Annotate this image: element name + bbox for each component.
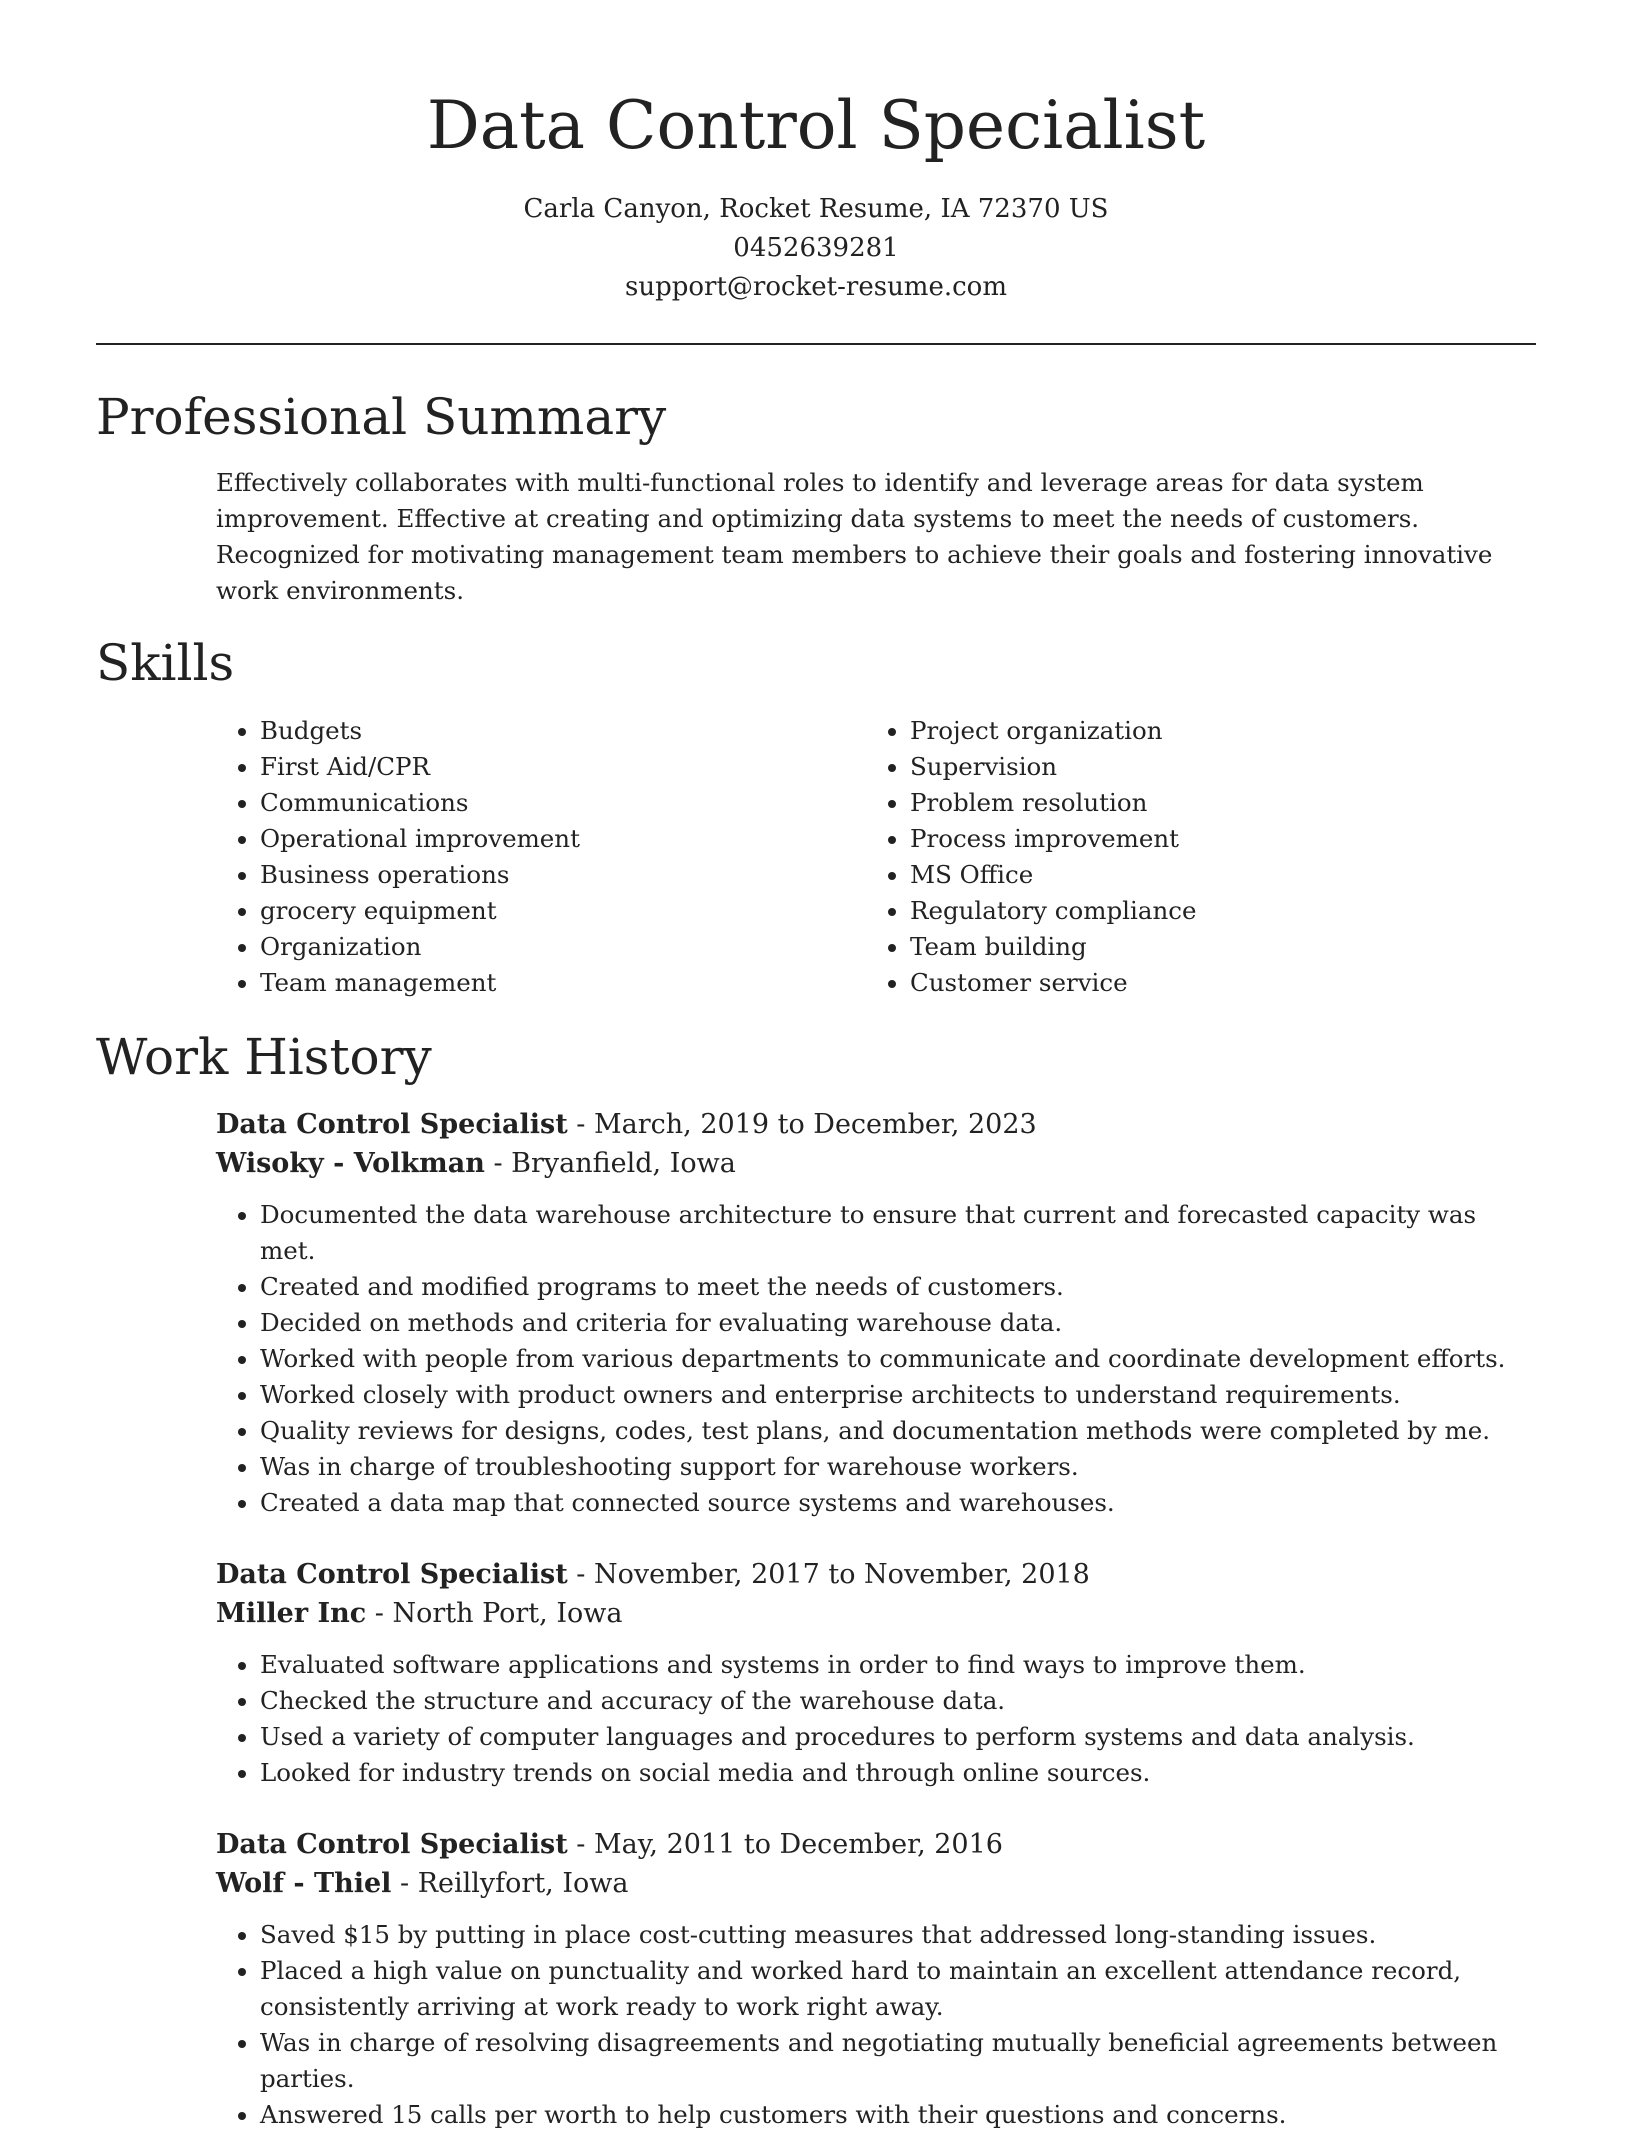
job-entry [216, 1825, 1536, 1903]
job-bullets [216, 1917, 1536, 2133]
job-bullet: • Looked for industry trends on social media and through online sources. [260, 1755, 1536, 1791]
job-bullet: • Worked closely with product owners and enterprise architects to understand requirements. [260, 1377, 1536, 1413]
job-bullet: • Was in charge of troubleshooting support for warehouse workers. [260, 1449, 1536, 1485]
job-dates: - March, 2019 to December, 2023 [567, 1109, 1037, 1140]
address: Carla Canyon, Rocket Resume, IA 72370 US [523, 194, 1109, 224]
job-bullets [216, 1647, 1536, 1791]
job-company: Wolf - Thiel [216, 1868, 392, 1899]
job-company: Miller Inc [216, 1598, 367, 1629]
skill-item: • Business operations [260, 857, 866, 893]
job-title-line [216, 1825, 1536, 1864]
job-location: - Reillyfort, Iowa [391, 1868, 629, 1899]
job-location: - North Port, Iowa [366, 1598, 623, 1629]
email: support@rocket-resume.com [624, 272, 1007, 302]
skill-item: • Operational improvement [260, 821, 866, 857]
skills-list-left [216, 713, 866, 1001]
job-title: Data Control Specialist [216, 1109, 568, 1140]
header-divider [96, 343, 1536, 345]
resume-name: Data Control Specialist [426, 87, 1206, 164]
job-company-line [216, 1144, 1536, 1183]
job-bullet: • Documented the data warehouse architecture to ensure that current and forecasted capacity was met. [260, 1197, 1536, 1269]
job-bullet: • Created a data map that connected source systems and warehouses. [260, 1485, 1536, 1521]
section-title-summary: Professional Summary [96, 388, 667, 446]
job-title-line [216, 1105, 1536, 1144]
skill-item: • Customer service [910, 965, 1516, 1001]
job-bullet: • Used a variety of computer languages and procedures to perform systems and data analysis. [260, 1719, 1536, 1755]
job-entry [216, 1105, 1536, 1183]
skill-item: • Process improvement [910, 821, 1516, 857]
job-bullet: • Decided on methods and criteria for evaluating warehouse data. [260, 1305, 1536, 1341]
job-bullet: • Checked the structure and accuracy of the warehouse data. [260, 1683, 1536, 1719]
professional-summary-section [96, 387, 1536, 609]
job-dates: - November, 2017 to November, 2018 [567, 1559, 1090, 1590]
phone: 0452639281 [733, 233, 899, 263]
job-bullet: • Created and modified programs to meet the needs of customers. [260, 1269, 1536, 1305]
section-title-work-history: Work History [96, 1028, 432, 1086]
job-title: Data Control Specialist [216, 1829, 568, 1860]
job-bullet: • Was in charge of resolving disagreements and negotiating mutually beneficial agreements between parties. [260, 2025, 1536, 2097]
job-dates: - May, 2011 to December, 2016 [567, 1829, 1003, 1860]
work-history-section [96, 1027, 1536, 2133]
job-title-line [216, 1555, 1536, 1594]
skills-column-left [216, 713, 866, 1001]
job-bullet: • Worked with people from various departments to communicate and coordinate development efforts. [260, 1341, 1536, 1377]
job-company-line [216, 1594, 1536, 1633]
skill-item: • grocery equipment [260, 893, 866, 929]
job-company: Wisoky - Volkman [216, 1148, 485, 1179]
skill-item: • Organization [260, 929, 866, 965]
skill-item: • Team building [910, 929, 1516, 965]
skill-item: • First Aid/CPR [260, 749, 866, 785]
skills-section [96, 633, 1536, 1001]
summary-text: Effectively collaborates with multi-functional roles to identify and leverage areas for data system improvement. Effective at creating and optimizing data systems to meet the needs of customers. Recognized for motivating management team members to achieve their goals and fostering innovative work environments. [216, 468, 1493, 605]
job-bullet: • Placed a high value on punctuality and worked hard to maintain an excellent attendance record, consistently arriving at work ready to work right away. [260, 1953, 1536, 2025]
skill-item: • Project organization [910, 713, 1516, 749]
job-bullet: • Answered 15 calls per worth to help customers with their questions and concerns. [260, 2097, 1536, 2133]
contact-info [96, 190, 1536, 307]
job-entry [216, 1555, 1536, 1633]
skill-item: • Regulatory compliance [910, 893, 1516, 929]
skills-column-right [866, 713, 1516, 1001]
job-bullets [216, 1197, 1536, 1521]
skills-list-right [866, 713, 1516, 1001]
job-bullet: • Evaluated software applications and systems in order to find ways to improve them. [260, 1647, 1536, 1683]
skills-grid [96, 713, 1536, 1001]
resume-header [96, 0, 1536, 307]
skill-item: • Communications [260, 785, 866, 821]
job-location: - Bryanfield, Iowa [484, 1148, 736, 1179]
skill-item: • Problem resolution [910, 785, 1516, 821]
skill-item: • Budgets [260, 713, 866, 749]
section-title-skills: Skills [96, 634, 235, 692]
job-company-line [216, 1864, 1536, 1903]
job-bullet: • Saved $15 by putting in place cost-cutting measures that addressed long-standing issues. [260, 1917, 1536, 1953]
skill-item: • MS Office [910, 857, 1516, 893]
skill-item: • Team management [260, 965, 866, 1001]
skill-item: • Supervision [910, 749, 1516, 785]
job-bullet: • Quality reviews for designs, codes, test plans, and documentation methods were completed by me. [260, 1413, 1536, 1449]
job-title: Data Control Specialist [216, 1559, 568, 1590]
